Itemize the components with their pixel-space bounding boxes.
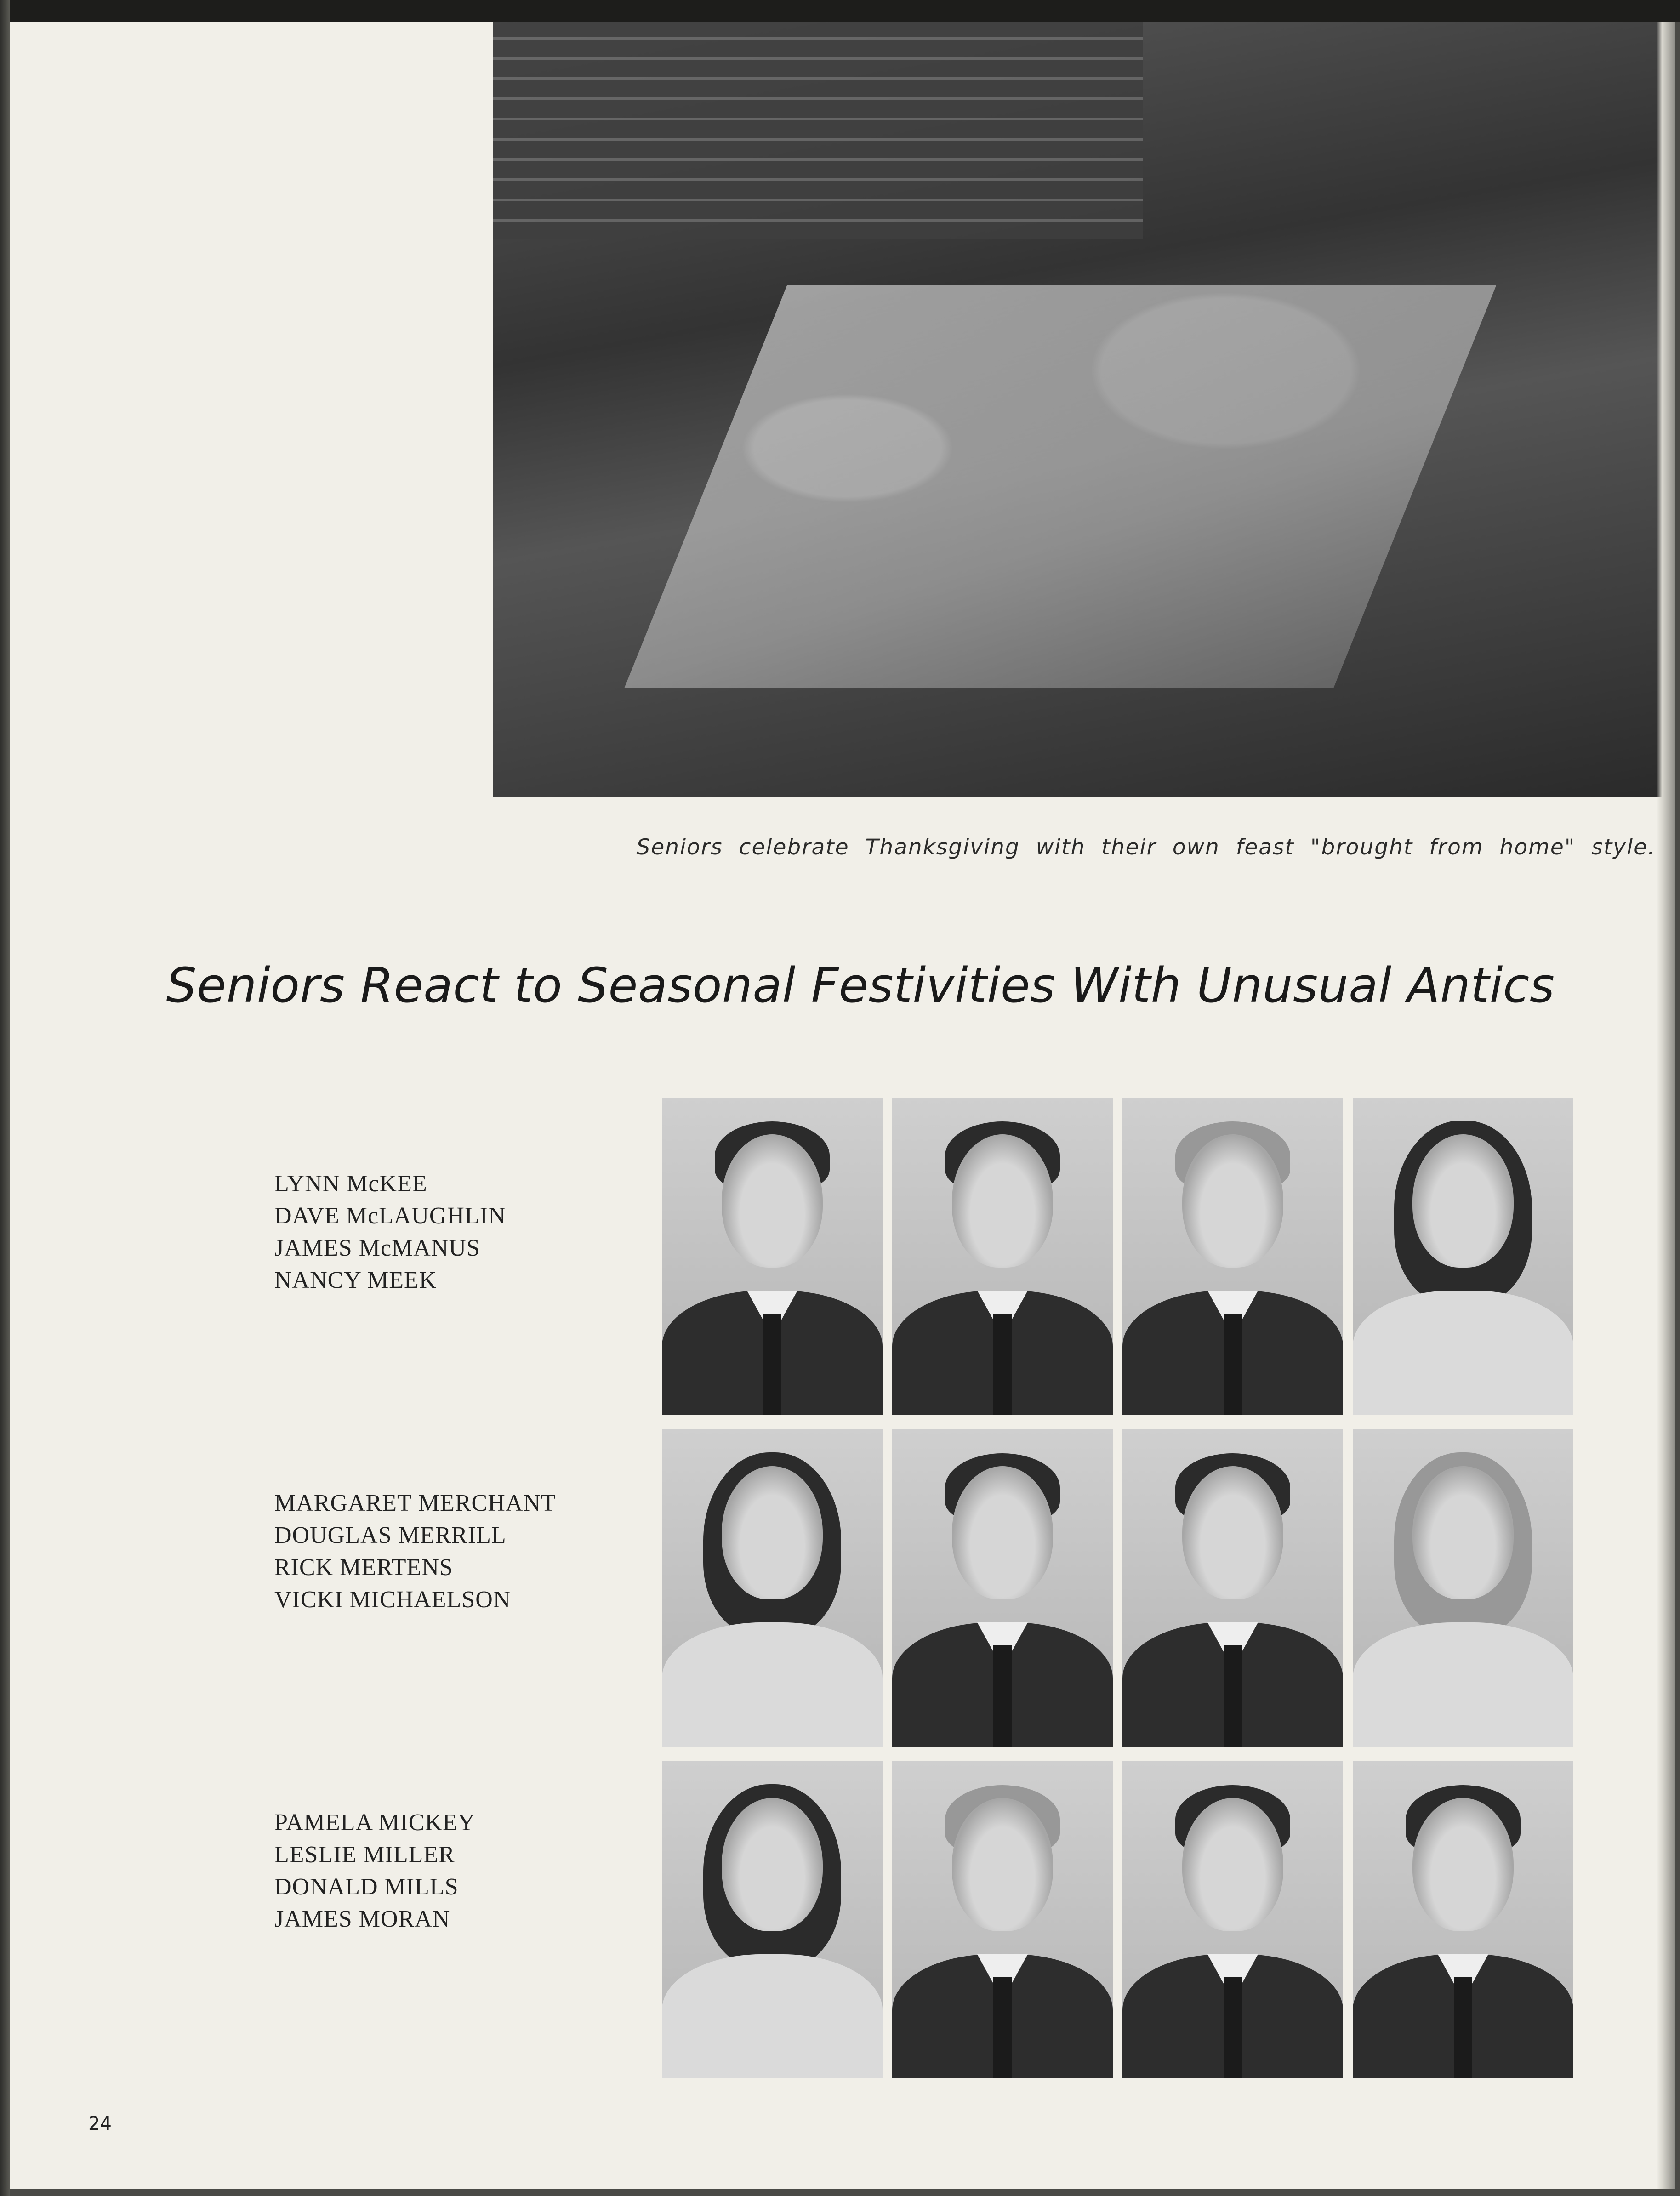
student-name: NANCY MEEK — [274, 1267, 437, 1293]
student-name: DAVE McLAUGHLIN — [274, 1203, 506, 1229]
photo-caption: Seniors celebrate Thanksgiving with their own feast "brought from home" style. — [636, 835, 1656, 860]
portrait-lynn-mckee — [662, 1098, 883, 1415]
portrait-donald-mills — [1122, 1761, 1343, 2078]
yearbook-page — [10, 22, 1675, 2189]
scan-top-edge — [0, 0, 1680, 22]
portrait-nancy-meek — [1353, 1098, 1573, 1415]
student-name: LYNN McKEE — [274, 1171, 427, 1197]
student-name: PAMELA MICKEY — [274, 1809, 476, 1836]
scan-left-edge — [0, 0, 10, 2196]
student-name: MARGARET MERCHANT — [274, 1490, 556, 1516]
portrait-margaret-merchant — [662, 1429, 883, 1747]
thanksgiving-feast-photo — [493, 22, 1675, 797]
portrait-james-moran — [1353, 1761, 1573, 2078]
portrait-rick-mertens — [1122, 1429, 1343, 1747]
student-name: JAMES McMANUS — [274, 1235, 480, 1261]
portrait-james-mcmanus — [1122, 1098, 1343, 1415]
page-headline: Seniors React to Seasonal Festivities With Unusual Antics — [166, 957, 1555, 1013]
page-spine-edge — [1657, 22, 1675, 2189]
names-group-3 — [274, 1807, 475, 1935]
student-name: LESLIE MILLER — [274, 1842, 455, 1868]
portrait-douglas-merrill — [892, 1429, 1113, 1747]
names-group-2 — [274, 1487, 556, 1616]
portrait-leslie-miller — [892, 1761, 1113, 2078]
names-group-1 — [274, 1168, 506, 1297]
portrait-vicki-michaelson — [1353, 1429, 1573, 1747]
student-name: DONALD MILLS — [274, 1874, 459, 1900]
student-name: RICK MERTENS — [274, 1554, 453, 1581]
student-name: DOUGLAS MERRILL — [274, 1522, 507, 1548]
senior-portrait-grid — [662, 1098, 1573, 2078]
page-number: 24 — [88, 2113, 112, 2134]
portrait-dave-mclaughlin — [892, 1098, 1113, 1415]
portrait-pamela-mickey — [662, 1761, 883, 2078]
feast-table-area — [624, 285, 1496, 688]
student-name: JAMES MORAN — [274, 1906, 450, 1932]
student-name: VICKI MICHAELSON — [274, 1587, 511, 1613]
brick-wall-area — [493, 22, 1143, 239]
